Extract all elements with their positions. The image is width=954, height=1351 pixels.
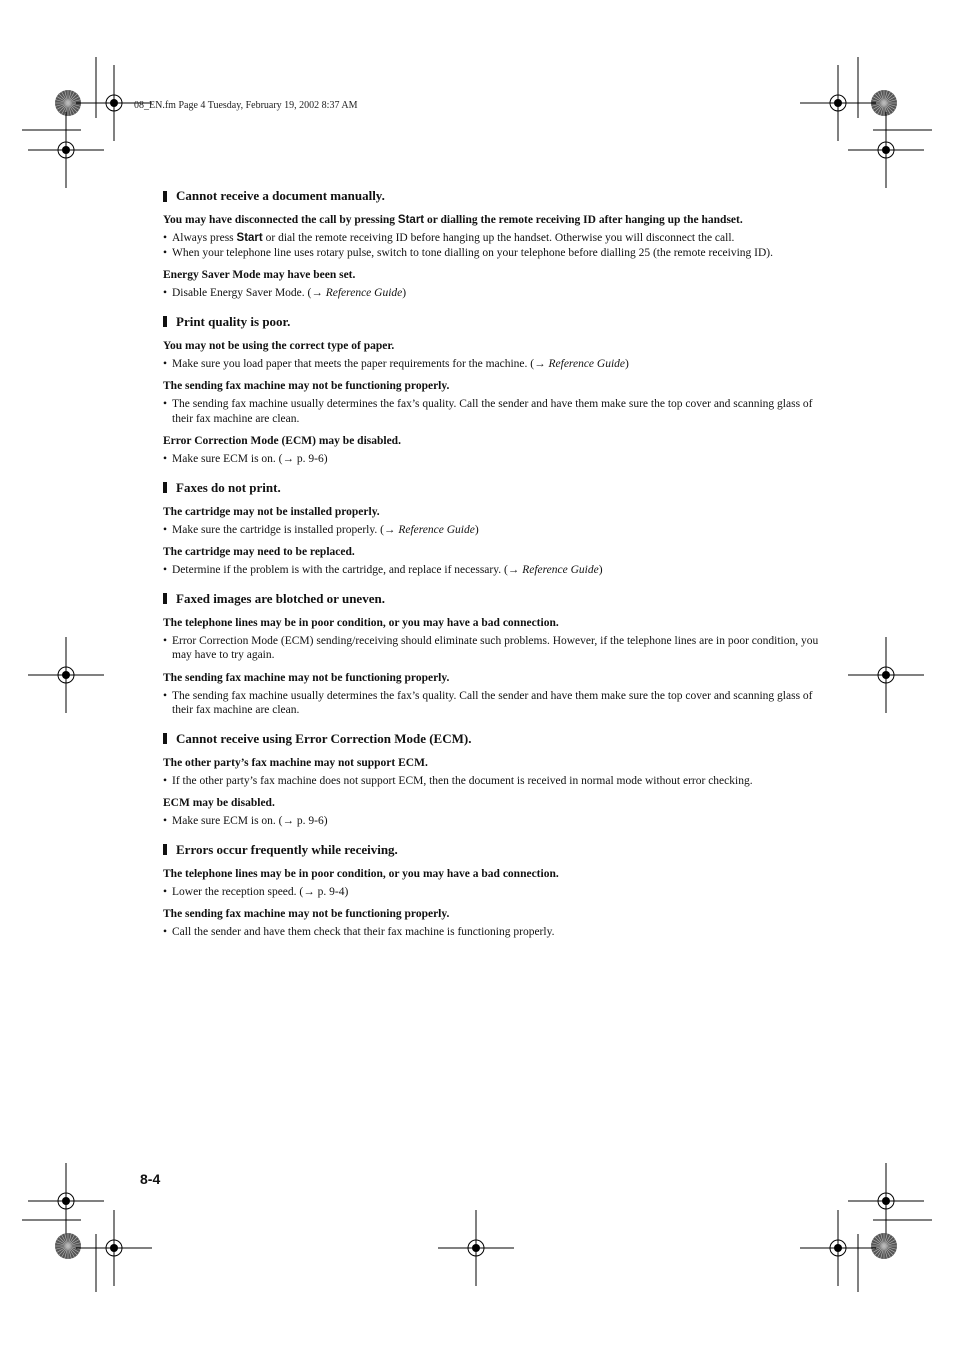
- heading-marker-icon: [163, 316, 167, 327]
- possible-cause: You may not be using the correct type of paper.: [163, 339, 395, 352]
- possible-cause: The telephone lines may be in poor condition, or you may have a bad connection.: [163, 867, 559, 880]
- text-run: The sending fax machine usually determines the fax’s quality. Call the sender and have them make sure the top cover and scanning glass of their fax machine are clean.: [172, 689, 813, 716]
- section-heading: [163, 188, 823, 204]
- reference-guide-citation: Reference Guide: [548, 357, 626, 370]
- text-run: Determine if the problem is with the cartridge, and replace if necessary. (→: [172, 564, 523, 576]
- text-run: ): [625, 357, 629, 370]
- bullet-icon: •: [163, 287, 168, 299]
- remedy-item: [163, 231, 823, 246]
- remedy-list: [163, 397, 823, 426]
- remedy-list: [163, 885, 823, 900]
- text-run: Always press: [172, 232, 237, 244]
- heading-marker-icon: [163, 844, 167, 855]
- possible-cause: Error Correction Mode (ECM) may be disabled.: [163, 435, 401, 447]
- remedy-item: [163, 925, 823, 940]
- possible-cause: The sending fax machine may not be functioning properly.: [163, 908, 450, 920]
- crosshair-dot: [882, 671, 890, 679]
- section-heading: [163, 731, 823, 747]
- remedy-item: [163, 452, 823, 467]
- remedy-list: [163, 286, 823, 301]
- reference-guide-citation: Reference Guide: [325, 287, 403, 299]
- possible-cause: The cartridge may not be installed properly.: [163, 505, 380, 518]
- text-run: Make sure ECM is on. (→ p. 9-6): [172, 815, 328, 827]
- crosshair-dot: [882, 1197, 890, 1205]
- remedy-list: [163, 634, 823, 663]
- remedy-list: [163, 814, 823, 829]
- section-heading-text: Errors occur frequently while receiving.: [176, 841, 398, 857]
- crosshair-dot: [882, 146, 890, 154]
- crosshair-dot: [62, 1197, 70, 1205]
- section-heading-text: Cannot receive a document manually.: [176, 188, 385, 203]
- print-job-stamp: 08_EN.fm Page 4 Tuesday, February 19, 2002 8:37 AM: [134, 100, 358, 111]
- bullet-icon: •: [163, 689, 168, 702]
- bullet-icon: •: [163, 523, 168, 536]
- section-heading: [163, 842, 823, 858]
- section-heading-text: Faxes do not print.: [176, 479, 281, 495]
- bullet-icon: •: [163, 634, 168, 647]
- reference-guide-citation: Reference Guide: [398, 523, 475, 536]
- remedy-list: [163, 563, 823, 578]
- remedy-list: [163, 774, 823, 789]
- bullet-icon: •: [163, 453, 168, 465]
- remedy-list: [163, 925, 823, 940]
- remedy-item: [163, 634, 823, 663]
- text-run: ): [402, 287, 407, 299]
- possible-cause: [163, 213, 823, 228]
- text-run: Make sure you load paper that meets the paper requirements for the machine. (→: [172, 357, 549, 370]
- remedy-list: [163, 523, 823, 538]
- remedy-item: [163, 774, 823, 789]
- section-heading-text: Faxed images are blotched or uneven.: [176, 590, 385, 606]
- remedy-item: [163, 246, 823, 261]
- bullet-icon: •: [163, 357, 168, 370]
- possible-cause: ECM may be disabled.: [163, 797, 275, 809]
- crosshair-dot: [110, 99, 118, 107]
- text-run: Disable Energy Saver Mode. (→: [172, 287, 326, 299]
- text-run: or dial the remote receiving ID before hanging up the handset. Otherwise you will disconnect the call.: [262, 232, 735, 244]
- text-run: If the other party’s fax machine does not support ECM, then the document is received in normal mode without error checking.: [172, 774, 753, 787]
- remedy-item: [163, 397, 823, 426]
- bullet-icon: •: [163, 246, 168, 259]
- text-run: ): [598, 564, 603, 576]
- bullet-icon: •: [163, 774, 168, 787]
- remedy-item: [163, 523, 823, 538]
- bullet-icon: •: [163, 232, 168, 244]
- possible-cause: Energy Saver Mode may have been set.: [163, 269, 356, 281]
- remedy-item: [163, 357, 823, 372]
- remedy-list: [163, 357, 823, 372]
- troubleshooting-section: [163, 842, 823, 940]
- bullet-icon: •: [163, 926, 168, 938]
- troubleshooting-content: [163, 188, 823, 953]
- troubleshooting-section: [163, 314, 823, 467]
- text-run: You may have disconnected the call by pressing: [163, 214, 398, 226]
- text-run: Call the sender and have them check that their fax machine is functioning properly.: [172, 926, 555, 938]
- page-number: 8-4: [140, 1171, 161, 1187]
- heading-marker-icon: [163, 733, 167, 744]
- heading-marker-icon: [163, 593, 167, 604]
- text-run: Lower the reception speed. (→ p. 9-4): [172, 885, 349, 898]
- heading-marker-icon: [163, 482, 167, 493]
- section-heading-text: Cannot receive using Error Correction Mode (ECM).: [176, 730, 472, 746]
- remedy-list: [163, 689, 823, 718]
- text-run: When your telephone line uses rotary pulse, switch to tone dialling on your telephone before dialling 25 (the remote receiving ID).: [172, 246, 774, 259]
- start-key-label: Start: [236, 232, 263, 244]
- remedy-list: [163, 231, 823, 260]
- section-heading: [163, 591, 823, 607]
- section-heading-text: Print quality is poor.: [176, 313, 291, 329]
- possible-cause: The sending fax machine may not be functioning properly.: [163, 380, 450, 392]
- crosshair-dot: [110, 1244, 118, 1252]
- remedy-item: [163, 286, 823, 301]
- section-heading: [163, 314, 823, 330]
- text-run: or dialling the remote receiving ID after hanging up the handset.: [424, 214, 743, 226]
- heading-marker-icon: [163, 191, 167, 202]
- crosshair-dot: [472, 1244, 480, 1252]
- crosshair-dot: [834, 99, 842, 107]
- remedy-list: [163, 452, 823, 467]
- troubleshooting-section: [163, 591, 823, 718]
- start-key-label: Start: [397, 214, 425, 226]
- possible-cause: The cartridge may need to be replaced.: [163, 546, 355, 558]
- bullet-icon: •: [163, 815, 168, 827]
- reference-guide-citation: Reference Guide: [522, 564, 599, 576]
- text-run: The sending fax machine usually determines the fax’s quality. Call the sender and have them make sure the top cover and scanning glass of their fax machine are clean.: [172, 398, 813, 425]
- section-heading: [163, 480, 823, 496]
- remedy-item: [163, 885, 823, 900]
- troubleshooting-section: [163, 731, 823, 829]
- crosshair-dot: [62, 671, 70, 679]
- text-run: Make sure ECM is on. (→ p. 9-6): [172, 453, 328, 465]
- text-run: ): [474, 523, 479, 536]
- possible-cause: The telephone lines may be in poor condition, or you may have a bad connection.: [163, 616, 559, 629]
- possible-cause: The other party’s fax machine may not support ECM.: [163, 756, 428, 769]
- bullet-icon: •: [163, 564, 168, 576]
- crosshair-dot: [834, 1244, 842, 1252]
- remedy-item: [163, 814, 823, 829]
- possible-cause: The sending fax machine may not be functioning properly.: [163, 671, 450, 684]
- remedy-item: [163, 689, 823, 718]
- crosshair-dot: [62, 146, 70, 154]
- text-run: Error Correction Mode (ECM) sending/receiving should eliminate such problems. However, if the telephone lines are in poor condition, you may have to try again.: [172, 634, 819, 661]
- troubleshooting-section: [163, 480, 823, 578]
- bullet-icon: •: [163, 885, 168, 898]
- text-run: Make sure the cartridge is installed properly. (→: [172, 523, 399, 536]
- remedy-item: [163, 563, 823, 578]
- bullet-icon: •: [163, 398, 168, 410]
- troubleshooting-section: [163, 188, 823, 301]
